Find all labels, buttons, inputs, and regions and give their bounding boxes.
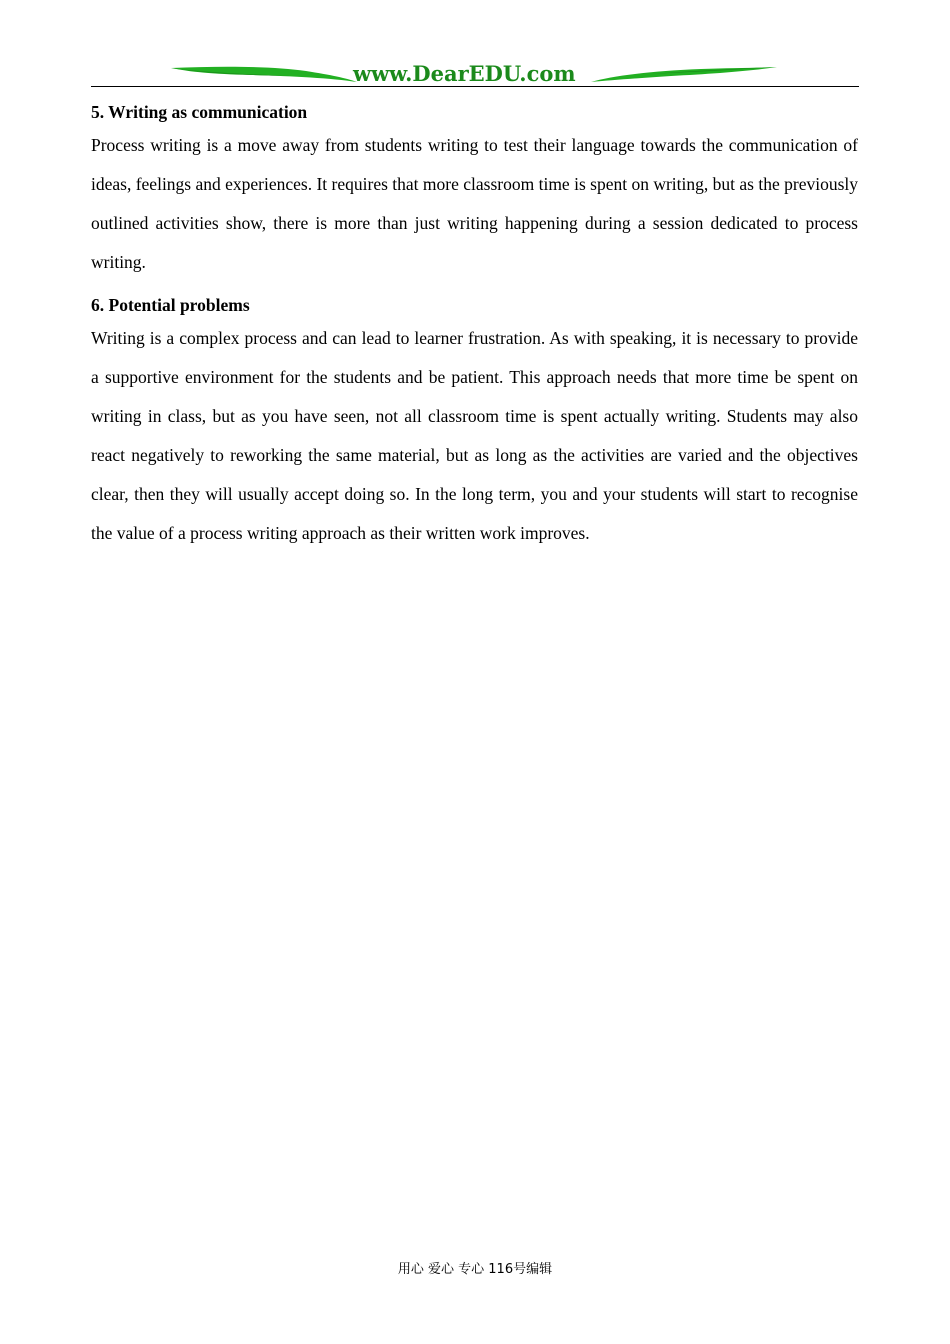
section-heading-potential-problems: 6. Potential problems [91,295,250,315]
header-divider [91,86,859,87]
section-heading-writing-as-communication: 5. Writing as communication [91,102,308,122]
section-paragraph-writing-as-communication: Process writing is a move away from students writing to test their language towards the communication of ideas, feelings and experiences. It requires that more classroom time is spent on writing, but as the previously outlined activities show, there is more than just writing happening during a session dedicated to process writing. [91,135,858,272]
document-body [91,98,858,562]
section-paragraph-potential-problems: Writing is a complex process and can lead to learner frustration. As with speaking, it is necessary to provide a supportive environment for the students and be patient. This approach needs that more time be spent on writing in class, but as you have seen, not all classroom time is spent actually writing. Students may also react negatively to reworking the same material, but as long as the activities are varied and the objectives clear, then they will usually accept doing so. In the long term, you and your students will start to recognise the value of a process writing approach as their written work improves. [91,328,858,543]
page-footer: 用心 爱心 专心 116号编辑 [397,1262,553,1277]
page-header [91,62,859,88]
site-logo: www.DearEDU.com [353,61,576,86]
